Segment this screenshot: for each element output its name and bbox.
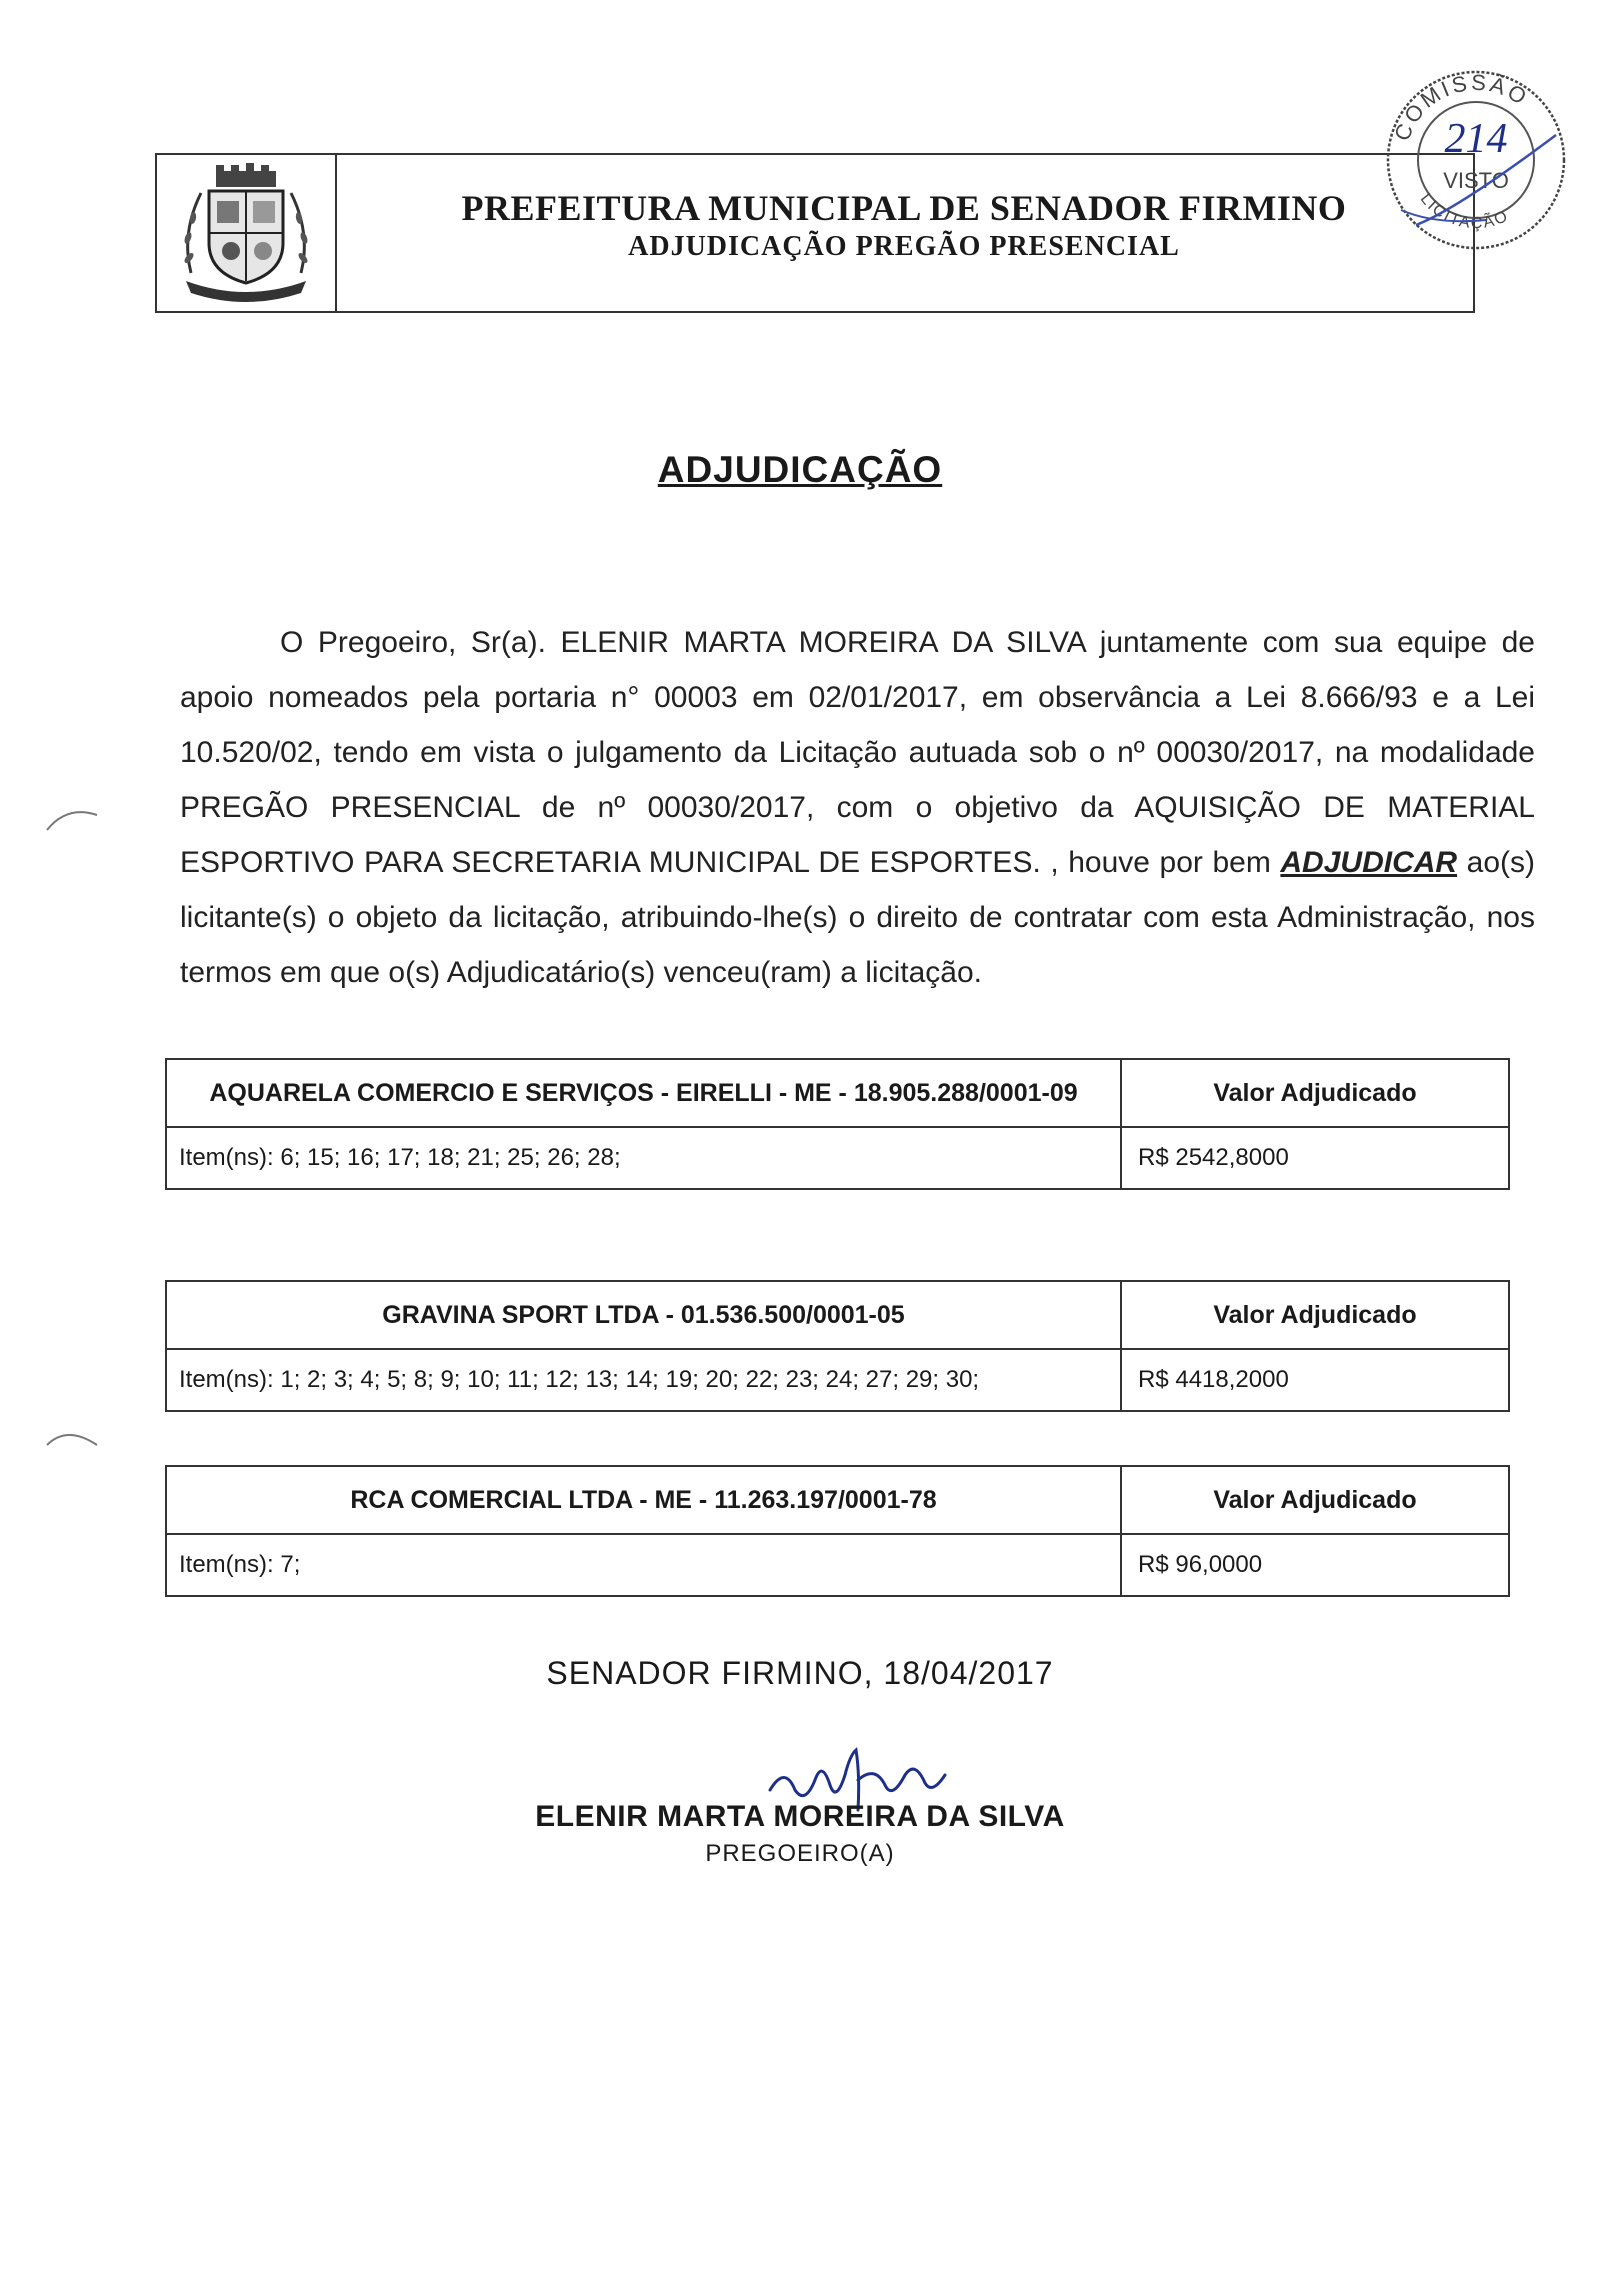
document-title: ADJUDICAÇÃO: [657, 449, 943, 490]
signer-name: ELENIR MARTA MOREIRA DA SILVA: [535, 1800, 1065, 1833]
paragraph-part2: ao(s) licitante(s) o objeto da licitação, atribuindo-lhe(s) o direito de contratar com esta Administração, nos termos em que o(s) Adjudicatário(s) venceu(ram) a licitação.: [180, 846, 1535, 989]
scan-mark-icon: [42, 1420, 102, 1460]
commission-stamp-icon: [1376, 60, 1571, 255]
stamp-bottom-text: LICITAÇÃO: [1416, 190, 1512, 233]
scan-mark-icon: [42, 800, 102, 840]
value-header: Valor Adjudicado: [1121, 1059, 1509, 1127]
vendor-name: GRAVINA SPORT LTDA - 01.536.500/0001-05: [166, 1281, 1121, 1349]
letterhead: [155, 153, 1475, 313]
awarded-items: Item(ns): 7;: [166, 1534, 1121, 1596]
municipal-crest-icon: [171, 163, 321, 303]
award-table-3: [165, 1465, 1510, 1597]
value-header: Valor Adjudicado: [1121, 1281, 1509, 1349]
awarded-amount: R$ 4418,2000: [1121, 1349, 1509, 1411]
svg-text:LICITAÇÃO: [1417, 191, 1512, 233]
vendor-name: RCA COMERCIAL LTDA - ME - 11.263.197/0001-78: [166, 1466, 1121, 1534]
adjudication-paragraph: [180, 615, 1535, 1000]
awarded-amount: R$ 96,0000: [1121, 1534, 1509, 1596]
paragraph-part1: O Pregoeiro, Sr(a). ELENIR MARTA MOREIRA DA SILVA juntamente com sua equipe de apoio nomeados pela portaria n° 00003 em 02/01/2017, em observância a Lei 8.666/93 e a Lei 10.520/02, tendo em vista o julgamento da Licitação autuada sob o nº 00030/2017, na modalidade PREGÃO PRESENCIAL de nº 00030/2017, com o objetivo da AQUISIÇÃO DE MATERIAL ESPORTIVO PARA SECRETARIA MUNICIPAL DE ESPORTES. , houve por bem: [180, 626, 1535, 879]
value-header: Valor Adjudicado: [1121, 1466, 1509, 1534]
stamp-ring-text: COMISSÃO: [1389, 69, 1534, 145]
award-table-1: [165, 1058, 1510, 1190]
awarded-amount: R$ 2542,8000: [1121, 1127, 1509, 1189]
signer-role: PREGOEIRO(A): [705, 1840, 895, 1867]
place-and-date: SENADOR FIRMINO, 18/04/2017: [546, 1655, 1054, 1691]
municipality-title: PREFEITURA MUNICIPAL DE SENADOR FIRMINO: [461, 188, 1347, 228]
stamp-visto: VISTO: [1443, 168, 1509, 193]
adjudicar-emphasis: ADJUDICAR: [1280, 846, 1458, 879]
awarded-items: Item(ns): 6; 15; 16; 17; 18; 21; 25; 26; 28;: [166, 1127, 1121, 1189]
stamp-number: 214: [1444, 116, 1508, 162]
vendor-name: AQUARELA COMERCIO E SERVIÇOS - EIRELLI - ME - 18.905.288/0001-09: [166, 1059, 1121, 1127]
award-table-2: [165, 1280, 1510, 1412]
document-type-subtitle: ADJUDICAÇÃO PREGÃO PRESENCIAL: [628, 231, 1180, 262]
awarded-items: Item(ns): 1; 2; 3; 4; 5; 8; 9; 10; 11; 12; 13; 14; 19; 20; 22; 23; 24; 27; 29; 30;: [166, 1349, 1121, 1411]
municipal-crest-cell: [157, 155, 337, 311]
